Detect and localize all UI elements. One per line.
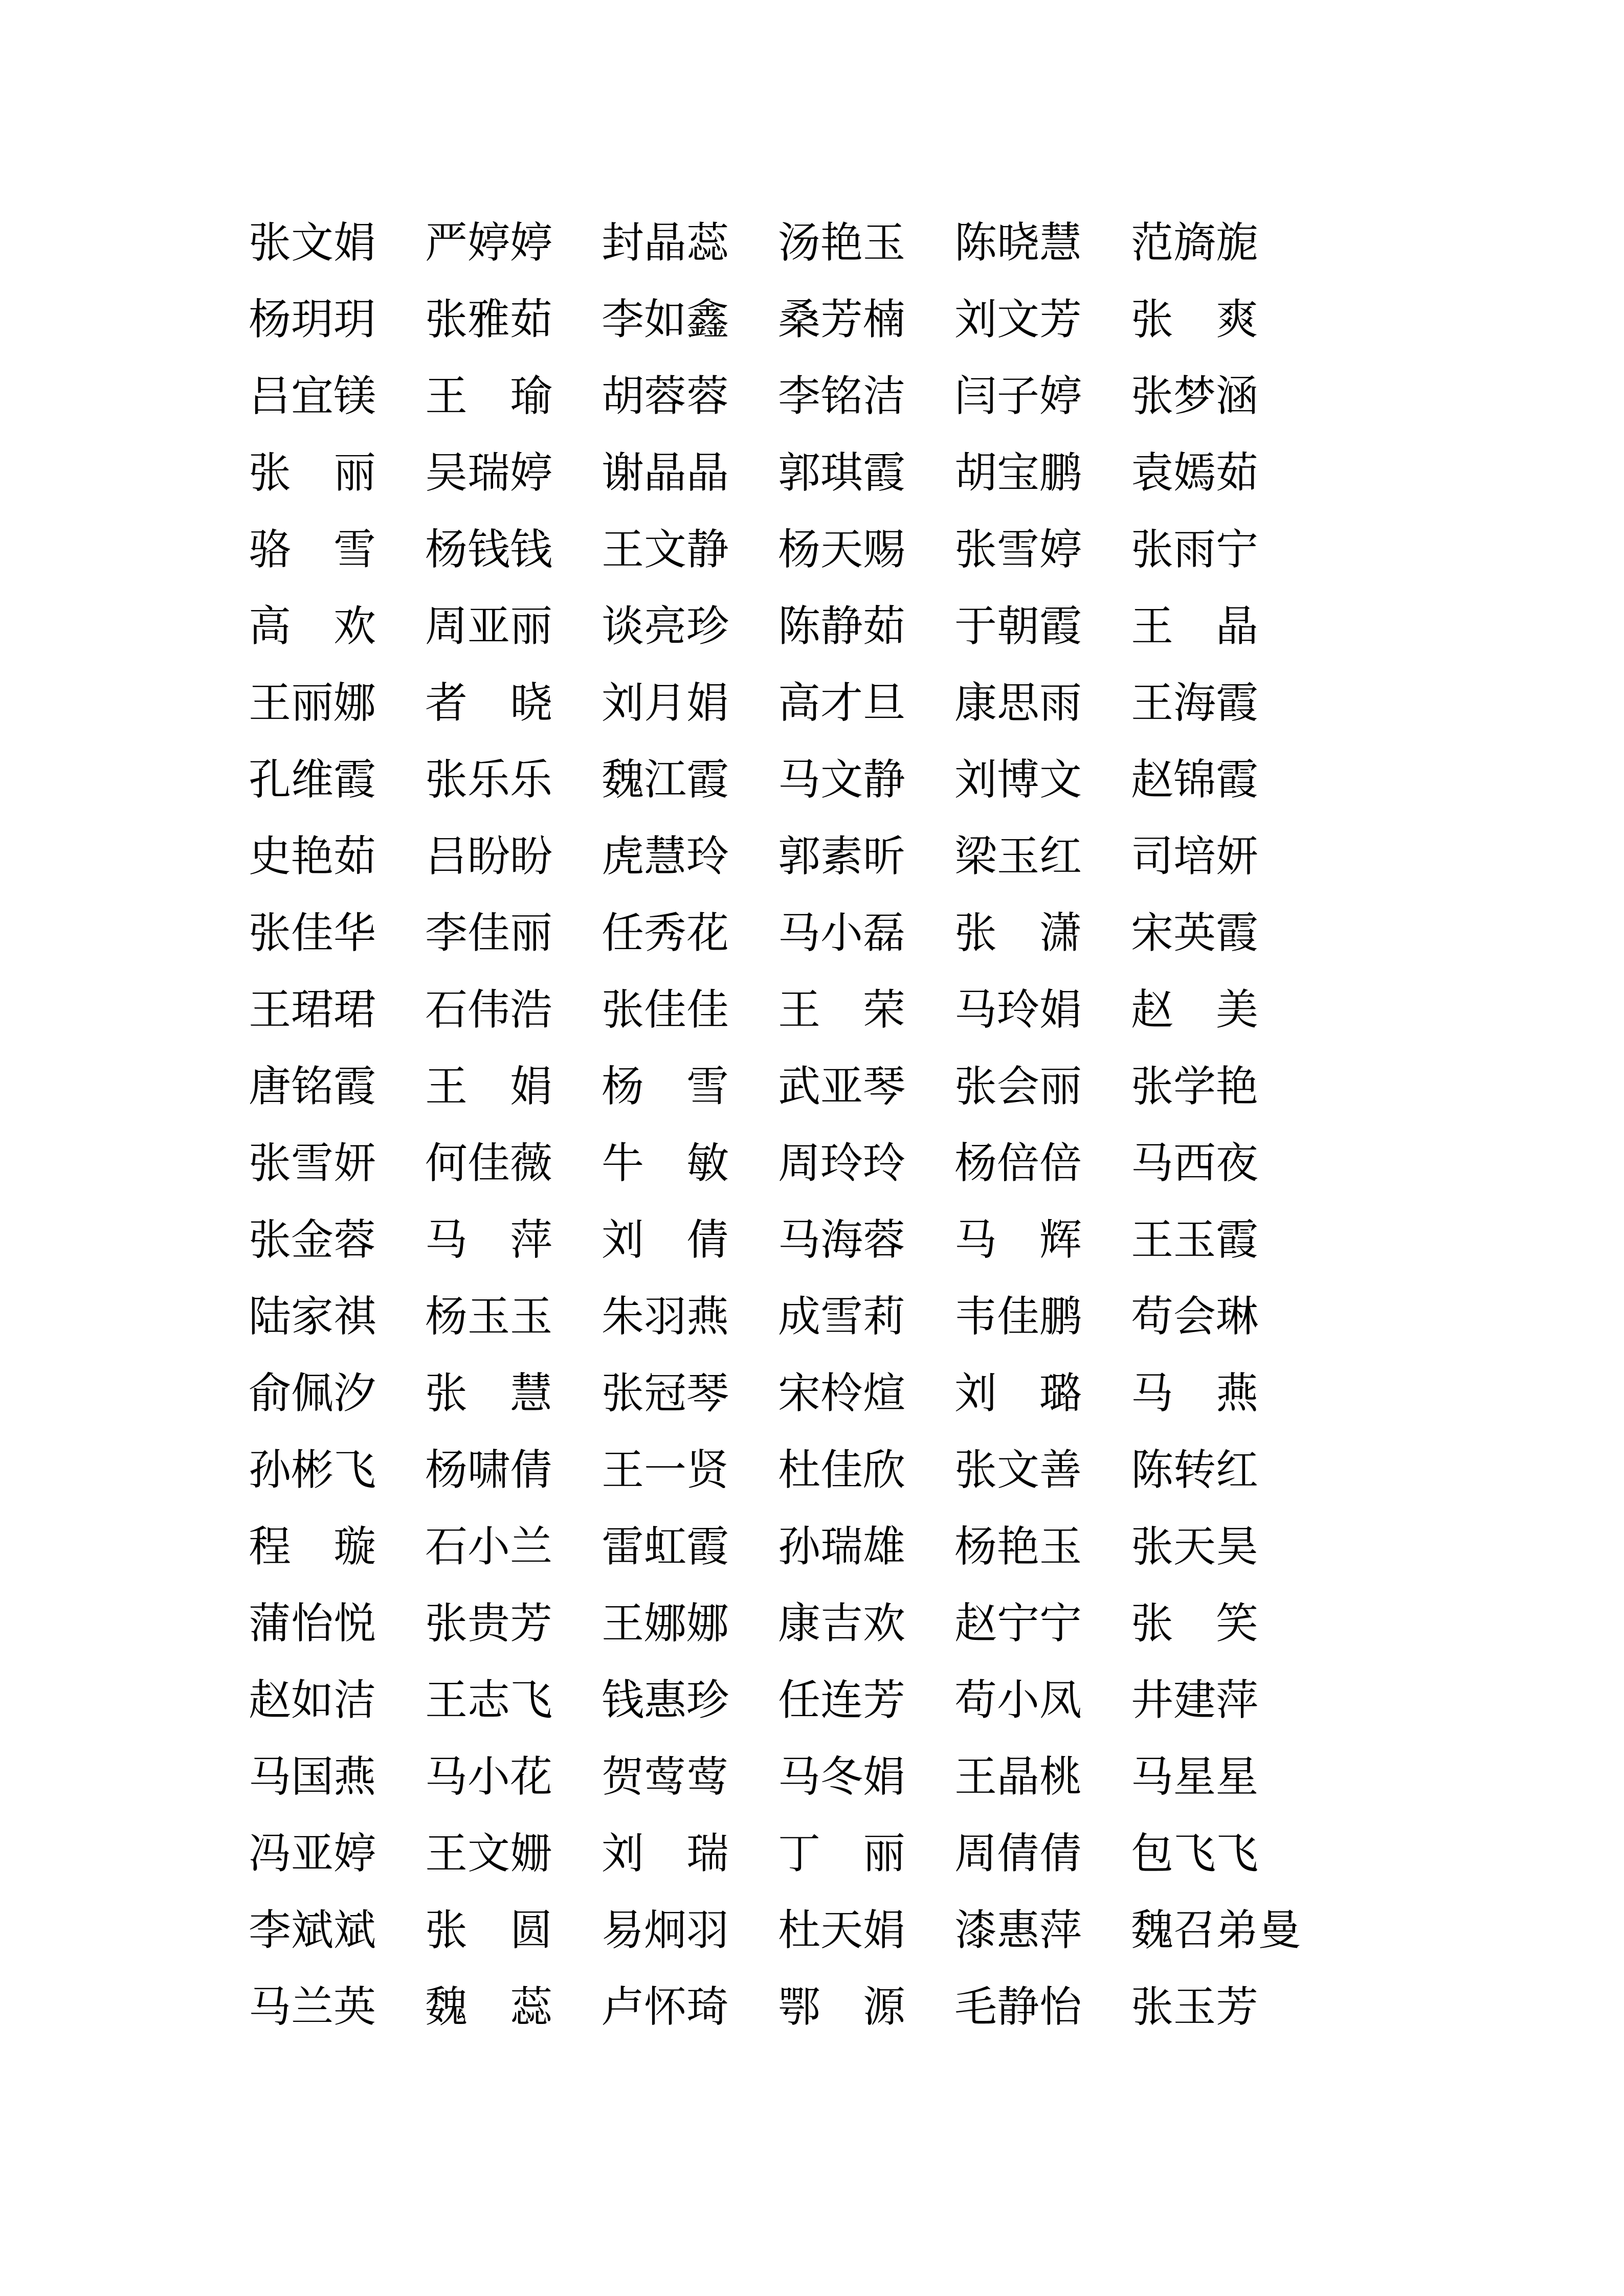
name-cell: 陈静茹 [778, 603, 905, 650]
name-cell: 张会丽 [954, 1063, 1082, 1110]
name-cell: 王娜娜 [602, 1600, 729, 1647]
name-cell: 吴瑞婷 [425, 449, 552, 497]
name-cell: 谈亮珍 [602, 603, 729, 650]
name-cell: 郭琪霞 [778, 449, 905, 497]
name-cell: 鄂 源 [778, 1984, 905, 2031]
name-cell: 杨玥玥 [249, 296, 376, 343]
name-cell: 王文静 [602, 526, 729, 573]
name-cell: 丁 丽 [778, 1830, 905, 1877]
name-cell: 严婷婷 [425, 219, 552, 266]
name-cell: 马小磊 [778, 910, 905, 957]
name-cell: 朱羽燕 [602, 1293, 729, 1340]
name-cell: 刘文芳 [954, 296, 1082, 343]
name-cell: 易炯羽 [602, 1907, 729, 1954]
name-cell: 康思雨 [954, 680, 1082, 727]
name-cell: 任连芳 [778, 1677, 905, 1724]
name-cell: 唐铭霞 [249, 1063, 376, 1110]
name-cell: 王 荣 [778, 986, 905, 1033]
name-cell: 包飞飞 [1131, 1830, 1258, 1877]
name-cell: 张贵芳 [425, 1600, 552, 1647]
name-cell: 张雪妍 [249, 1140, 376, 1187]
name-cell: 张雪婷 [954, 526, 1082, 573]
name-cell: 王珺珺 [249, 986, 376, 1033]
name-cell: 胡蓉蓉 [602, 373, 729, 420]
name-cell: 杨啸倩 [425, 1447, 552, 1494]
name-cell: 马西夜 [1131, 1140, 1258, 1187]
name-cell: 武亚琴 [778, 1063, 905, 1110]
name-cell: 于朝霞 [954, 603, 1082, 650]
name-cell: 张玉芳 [1131, 1984, 1258, 2031]
name-cell: 张雨宁 [1131, 526, 1258, 573]
name-cell: 范旖旎 [1131, 219, 1258, 266]
name-cell: 刘 璐 [954, 1370, 1082, 1417]
name-cell: 程 璇 [249, 1523, 376, 1570]
name-cell: 何佳薇 [425, 1140, 552, 1187]
name-cell: 汤艳玉 [778, 219, 905, 266]
name-cell: 张金蓉 [249, 1217, 376, 1264]
name-cell: 高 欢 [249, 603, 376, 650]
name-cell: 杨玉玉 [425, 1293, 552, 1340]
name-cell: 马星星 [1131, 1753, 1258, 1800]
name-cell: 王一贤 [602, 1447, 729, 1494]
name-cell: 杨 雪 [602, 1063, 729, 1110]
name-cell: 王玉霞 [1131, 1217, 1258, 1264]
name-cell: 张 丽 [249, 449, 376, 497]
name-cell: 赵锦霞 [1131, 756, 1258, 803]
name-cell: 刘月娟 [602, 680, 729, 727]
name-cell: 马文静 [778, 756, 905, 803]
name-cell: 王丽娜 [249, 680, 376, 727]
name-cell: 赵如洁 [249, 1677, 376, 1724]
name-cell: 周玲玲 [778, 1140, 905, 1187]
name-cell: 孙瑞雄 [778, 1523, 905, 1570]
name-cell: 谢晶晶 [602, 449, 729, 497]
name-cell: 李如鑫 [602, 296, 729, 343]
name-cell: 张乐乐 [425, 756, 552, 803]
name-cell: 赵宁宁 [954, 1600, 1082, 1647]
name-cell: 王 瑜 [425, 373, 552, 420]
name-cell: 刘 倩 [602, 1217, 729, 1264]
name-cell: 孙彬飞 [249, 1447, 376, 1494]
name-cell: 马 辉 [954, 1217, 1082, 1264]
name-cell: 杨天赐 [778, 526, 905, 573]
name-cell: 杨钱钱 [425, 526, 552, 573]
name-cell: 王海霞 [1131, 680, 1258, 727]
name-cell: 封晶蕊 [602, 219, 729, 266]
name-cell: 张佳华 [249, 910, 376, 957]
name-cell: 卢怀琦 [602, 1984, 729, 2031]
name-cell: 陆家祺 [249, 1293, 376, 1340]
name-cell: 梁玉红 [954, 833, 1082, 880]
name-cell: 漆惠萍 [954, 1907, 1082, 1954]
name-cell: 王志飞 [425, 1677, 552, 1724]
name-cell: 李斌斌 [249, 1907, 376, 1954]
name-cell: 张 潇 [954, 910, 1082, 957]
name-cell: 马兰英 [249, 1984, 376, 2031]
name-cell: 杜佳欣 [778, 1447, 905, 1494]
name-cell: 高才旦 [778, 680, 905, 727]
name-cell: 吕宜镁 [249, 373, 376, 420]
name-cell: 张 笑 [1131, 1600, 1258, 1647]
name-cell: 雷虹霞 [602, 1523, 729, 1570]
name-cell: 张 圆 [425, 1907, 552, 1954]
name-cell: 者 晓 [425, 680, 552, 727]
name-cell: 赵 美 [1131, 986, 1258, 1033]
name-cell: 杨倍倍 [954, 1140, 1082, 1187]
name-cell: 陈晓慧 [954, 219, 1082, 266]
name-cell: 张梦涵 [1131, 373, 1258, 420]
name-cell: 张雅茹 [425, 296, 552, 343]
name-cell: 郭素昕 [778, 833, 905, 880]
name-cell: 骆 雪 [249, 526, 376, 573]
name-cell: 陈转红 [1131, 1447, 1258, 1494]
name-cell: 桑芳楠 [778, 296, 905, 343]
name-cell: 张文娟 [249, 219, 376, 266]
name-cell: 冯亚婷 [249, 1830, 376, 1877]
name-cell: 吕盼盼 [425, 833, 552, 880]
name-cell: 张学艳 [1131, 1063, 1258, 1110]
name-cell: 孔维霞 [249, 756, 376, 803]
name-cell: 石伟浩 [425, 986, 552, 1033]
name-cell: 魏江霞 [602, 756, 729, 803]
name-cell: 井建萍 [1131, 1677, 1258, 1724]
name-cell: 杜天娟 [778, 1907, 905, 1954]
name-cell: 魏召弟曼 [1131, 1907, 1301, 1954]
name-cell: 李佳丽 [425, 910, 552, 957]
name-cell: 马海蓉 [778, 1217, 905, 1264]
name-cell: 马 萍 [425, 1217, 552, 1264]
name-cell: 王 晶 [1131, 603, 1258, 650]
name-cell: 李铭洁 [778, 373, 905, 420]
name-cell: 张冠琴 [602, 1370, 729, 1417]
name-cell: 俞佩汐 [249, 1370, 376, 1417]
name-cell: 周亚丽 [425, 603, 552, 650]
name-cell: 刘 瑞 [602, 1830, 729, 1877]
name-cell: 周倩倩 [954, 1830, 1082, 1877]
name-cell: 任秀花 [602, 910, 729, 957]
name-cell: 康吉欢 [778, 1600, 905, 1647]
name-cell: 胡宝鹏 [954, 449, 1082, 497]
name-cell: 马冬娟 [778, 1753, 905, 1800]
name-cell: 苟会琳 [1131, 1293, 1258, 1340]
name-cell: 王 娟 [425, 1063, 552, 1110]
name-cell: 苟小凤 [954, 1677, 1082, 1724]
name-cell: 成雪莉 [778, 1293, 905, 1340]
name-cell: 张 慧 [425, 1370, 552, 1417]
name-cell: 牛 敏 [602, 1140, 729, 1187]
name-cell: 史艳茹 [249, 833, 376, 880]
name-cell: 司培妍 [1131, 833, 1258, 880]
name-cell: 马 燕 [1131, 1370, 1258, 1417]
name-cell: 毛静怡 [954, 1984, 1082, 2031]
name-cell: 蒲怡悦 [249, 1600, 376, 1647]
name-cell: 张 爽 [1131, 296, 1258, 343]
name-cell: 张文善 [954, 1447, 1082, 1494]
name-cell: 虎慧玲 [602, 833, 729, 880]
name-cell: 韦佳鹏 [954, 1293, 1082, 1340]
name-cell: 马玲娟 [954, 986, 1082, 1033]
name-cell: 杨艳玉 [954, 1523, 1082, 1570]
name-cell: 贺莺莺 [602, 1753, 729, 1800]
name-cell: 张天昊 [1131, 1523, 1258, 1570]
name-cell: 袁嫣茹 [1131, 449, 1258, 497]
name-cell: 王文姗 [425, 1830, 552, 1877]
name-cell: 刘博文 [954, 756, 1082, 803]
name-cell: 闫子婷 [954, 373, 1082, 420]
name-cell: 钱惠珍 [602, 1677, 729, 1724]
name-cell: 马小花 [425, 1753, 552, 1800]
name-cell: 马国燕 [249, 1753, 376, 1800]
name-cell: 魏 蕊 [425, 1984, 552, 2031]
name-cell: 张佳佳 [602, 986, 729, 1033]
name-cell: 宋柃煊 [778, 1370, 905, 1417]
name-cell: 宋英霞 [1131, 910, 1258, 957]
name-cell: 石小兰 [425, 1523, 552, 1570]
name-cell: 王晶桃 [954, 1753, 1082, 1800]
name-roster-grid [249, 205, 1307, 2045]
